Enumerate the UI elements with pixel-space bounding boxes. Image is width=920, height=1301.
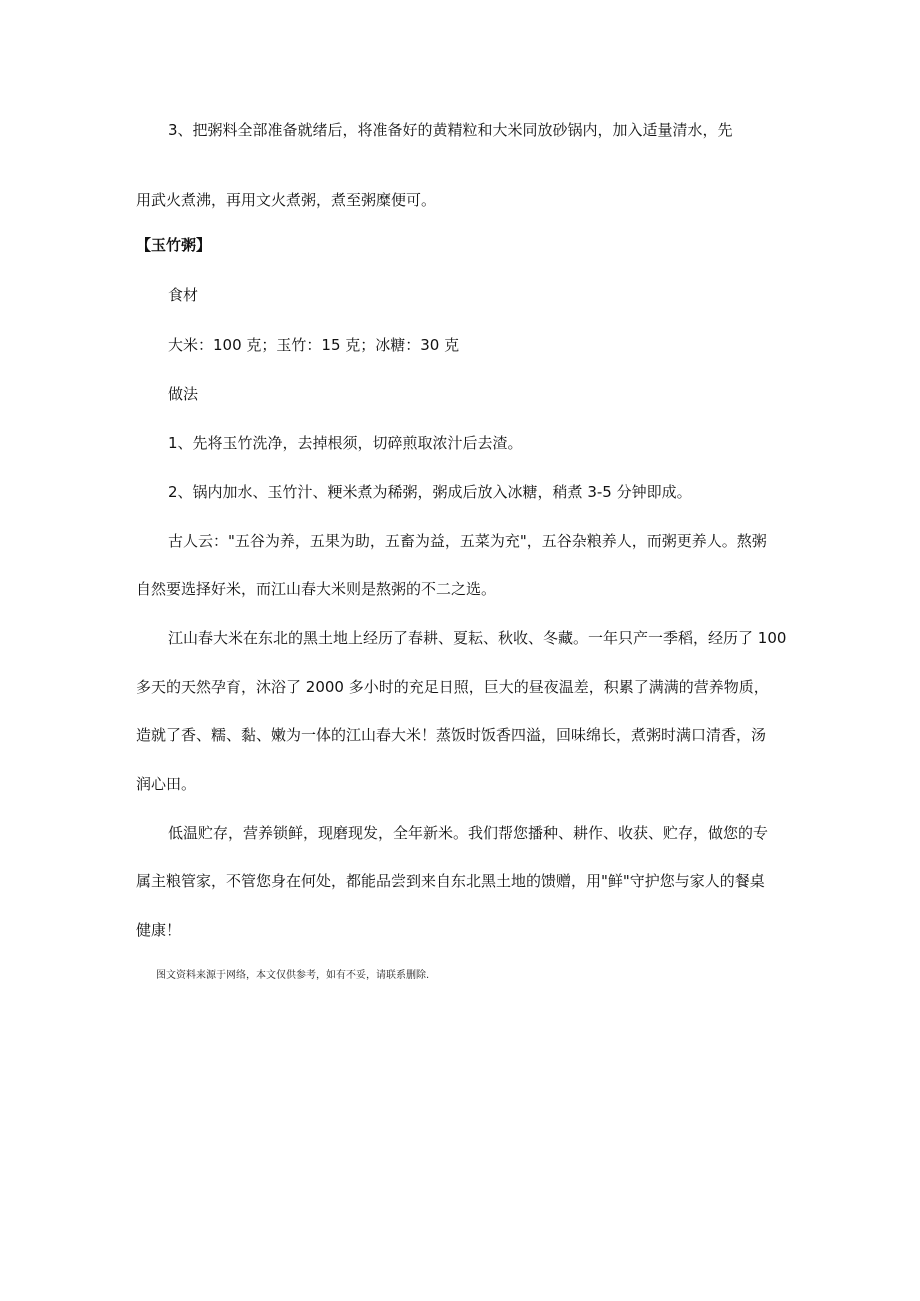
step3-line-2: 用武火煮沸，再用文火煮粥，煮至粥糜便可。 (136, 191, 437, 209)
footer-disclaimer: 图文资料来源于网络，本文仅供参考，如有不妥，请联系删除. (156, 970, 430, 981)
ingredients-title: 食材 (168, 286, 199, 304)
method-step-2: 2、锅内加水、玉竹汁、粳米煮为稀粥，粥成后放入冰糖，稍煮 3-5 分钟即成。 (168, 483, 692, 501)
yuzhu-heading: 【玉竹粥】 (136, 236, 212, 254)
step3-line-1: 3、把粥料全部准备就绪后，将准备好的黄精粒和大米同放砂锅内，加入适量清水，先 (168, 121, 733, 139)
method-title: 做法 (168, 385, 199, 403)
storage-paragraph-line-3: 健康！ (136, 921, 182, 939)
rice-paragraph-line-4: 润心田。 (136, 775, 197, 793)
rice-paragraph-line-3: 造就了香、糯、黏、嫩为一体的江山春大米！蒸饭时饭香四溢，回味绵长，煮粥时满口清香，汤 (136, 726, 767, 744)
quote-paragraph-line-1: 古人云："五谷为养，五果为助，五畜为益，五菜为充"，五谷杂粮养人，而粥更养人。熬粥 (168, 532, 767, 550)
rice-paragraph-line-1: 江山春大米在东北的黑土地上经历了春耕、夏耘、秋收、冬藏。一年只产一季稻，经历了 100 (168, 629, 787, 647)
storage-paragraph-line-2: 属主粮管家，不管您身在何处，都能品尝到来自东北黑土地的馈赠，用"鲜"守护您与家人的餐桌 (136, 872, 765, 890)
quote-paragraph-line-2: 自然要选择好米，而江山春大米则是熬粥的不二之选。 (136, 580, 497, 598)
method-step-1: 1、先将玉竹洗净，去掉根须，切碎煎取浓汁后去渣。 (168, 434, 523, 452)
rice-paragraph-line-2: 多天的天然孕育，沐浴了 2000 多小时的充足日照，巨大的昼夜温差，积累了满满的营养物质， (136, 678, 769, 696)
ingredients-list: 大米：100 克；玉竹：15 克；冰糖：30 克 (168, 336, 460, 354)
storage-paragraph-line-1: 低温贮存，营养锁鲜，现磨现发，全年新米。我们帮您播种、耕作、收获、贮存，做您的专 (168, 824, 769, 842)
